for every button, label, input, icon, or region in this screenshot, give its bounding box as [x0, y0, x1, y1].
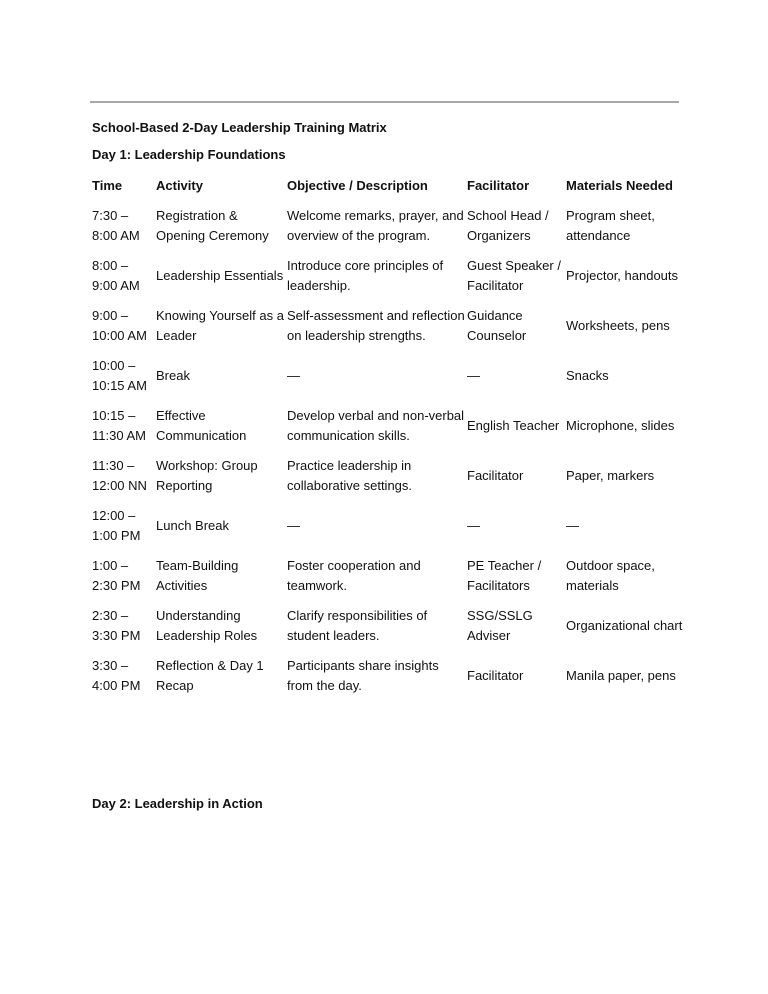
- header-materials: Materials Needed: [566, 178, 673, 193]
- cell-facilitator: Guidance Counselor: [467, 308, 527, 343]
- cell-materials: Snacks: [566, 368, 609, 383]
- header-activity: Activity: [156, 178, 203, 193]
- cell-time: 8:00 – 9:00 AM: [92, 258, 140, 293]
- cell-facilitator: SSG/SSLG Adviser: [467, 608, 533, 643]
- cell-facilitator: —: [467, 518, 480, 533]
- day1-schedule-table: [92, 171, 691, 701]
- cell-activity: Lunch Break: [156, 518, 229, 533]
- table-row: [92, 651, 691, 701]
- header-time: Time: [92, 178, 123, 193]
- cell-objective: —: [287, 368, 300, 383]
- cell-materials: Program sheet, attendance: [566, 208, 655, 243]
- cell-facilitator: School Head / Organizers: [467, 208, 549, 243]
- header-objective: Objective / Description: [287, 178, 428, 193]
- cell-materials: Worksheets, pens: [566, 318, 670, 333]
- table-row: [92, 251, 691, 301]
- table-row: [92, 301, 691, 351]
- cell-objective: Self-assessment and reflection on leadership strengths.: [287, 308, 465, 343]
- cell-time: 3:30 – 4:00 PM: [92, 658, 141, 693]
- cell-facilitator: English Teacher: [467, 418, 560, 433]
- cell-materials: Projector, handouts: [566, 268, 679, 283]
- cell-activity: Registration & Opening Ceremony: [156, 208, 269, 243]
- cell-materials: Outdoor space, materials: [566, 558, 655, 593]
- cell-materials: Manila paper, pens: [566, 668, 676, 683]
- cell-objective: Clarify responsibilities of student leaders.: [287, 608, 428, 643]
- cell-facilitator: Facilitator: [467, 668, 524, 683]
- horizontal-rule: [90, 101, 679, 103]
- day2-heading: Day 2: Leadership in Action: [92, 796, 263, 811]
- cell-activity: Effective Communication: [156, 408, 247, 443]
- table-row: [92, 451, 691, 501]
- cell-time: 7:30 – 8:00 AM: [92, 208, 140, 243]
- cell-time: 1:00 – 2:30 PM: [92, 558, 141, 593]
- cell-time: 12:00 – 1:00 PM: [92, 508, 141, 543]
- cell-facilitator: Facilitator: [467, 468, 524, 483]
- header-facilitator: Facilitator: [467, 178, 530, 193]
- cell-activity: Workshop: Group Reporting: [156, 458, 258, 493]
- cell-activity: Break: [156, 368, 190, 383]
- document-title: School-Based 2-Day Leadership Training Matrix: [92, 120, 387, 135]
- cell-objective: Introduce core principles of leadership.: [287, 258, 444, 293]
- cell-materials: Paper, markers: [566, 468, 655, 483]
- cell-materials: —: [566, 518, 579, 533]
- cell-facilitator: —: [467, 368, 480, 383]
- cell-time: 2:30 – 3:30 PM: [92, 608, 141, 643]
- table-row: [92, 401, 691, 451]
- table-row: [92, 201, 691, 251]
- cell-activity: Leadership Essentials: [156, 268, 284, 283]
- cell-objective: Develop verbal and non-verbal communication skills.: [287, 408, 465, 443]
- cell-objective: Foster cooperation and teamwork.: [287, 558, 421, 593]
- table-row: [92, 551, 691, 601]
- cell-facilitator: PE Teacher / Facilitators: [467, 558, 542, 593]
- table-row: [92, 501, 691, 551]
- cell-time: 10:15 – 11:30 AM: [92, 408, 146, 443]
- cell-materials: Organizational chart: [566, 618, 683, 633]
- cell-facilitator: Guest Speaker / Facilitator: [467, 258, 561, 293]
- table-row: [92, 601, 691, 651]
- cell-materials: Microphone, slides: [566, 418, 675, 433]
- cell-time: 9:00 – 10:00 AM: [92, 308, 147, 343]
- cell-objective: —: [287, 518, 300, 533]
- cell-objective: Practice leadership in collaborative settings.: [287, 458, 413, 493]
- cell-activity: Team-Building Activities: [156, 558, 239, 593]
- cell-time: 11:30 – 12:00 NN: [92, 458, 147, 493]
- cell-objective: Welcome remarks, prayer, and overview of the program.: [287, 208, 464, 243]
- cell-activity: Reflection & Day 1 Recap: [156, 658, 264, 693]
- cell-time: 10:00 – 10:15 AM: [92, 358, 147, 393]
- day1-heading: Day 1: Leadership Foundations: [92, 147, 286, 162]
- table-header-row: [92, 171, 691, 201]
- cell-objective: Participants share insights from the day.: [287, 658, 439, 693]
- table-row: [92, 351, 691, 401]
- cell-activity: Knowing Yourself as a Leader: [156, 308, 284, 343]
- cell-activity: Understanding Leadership Roles: [156, 608, 258, 643]
